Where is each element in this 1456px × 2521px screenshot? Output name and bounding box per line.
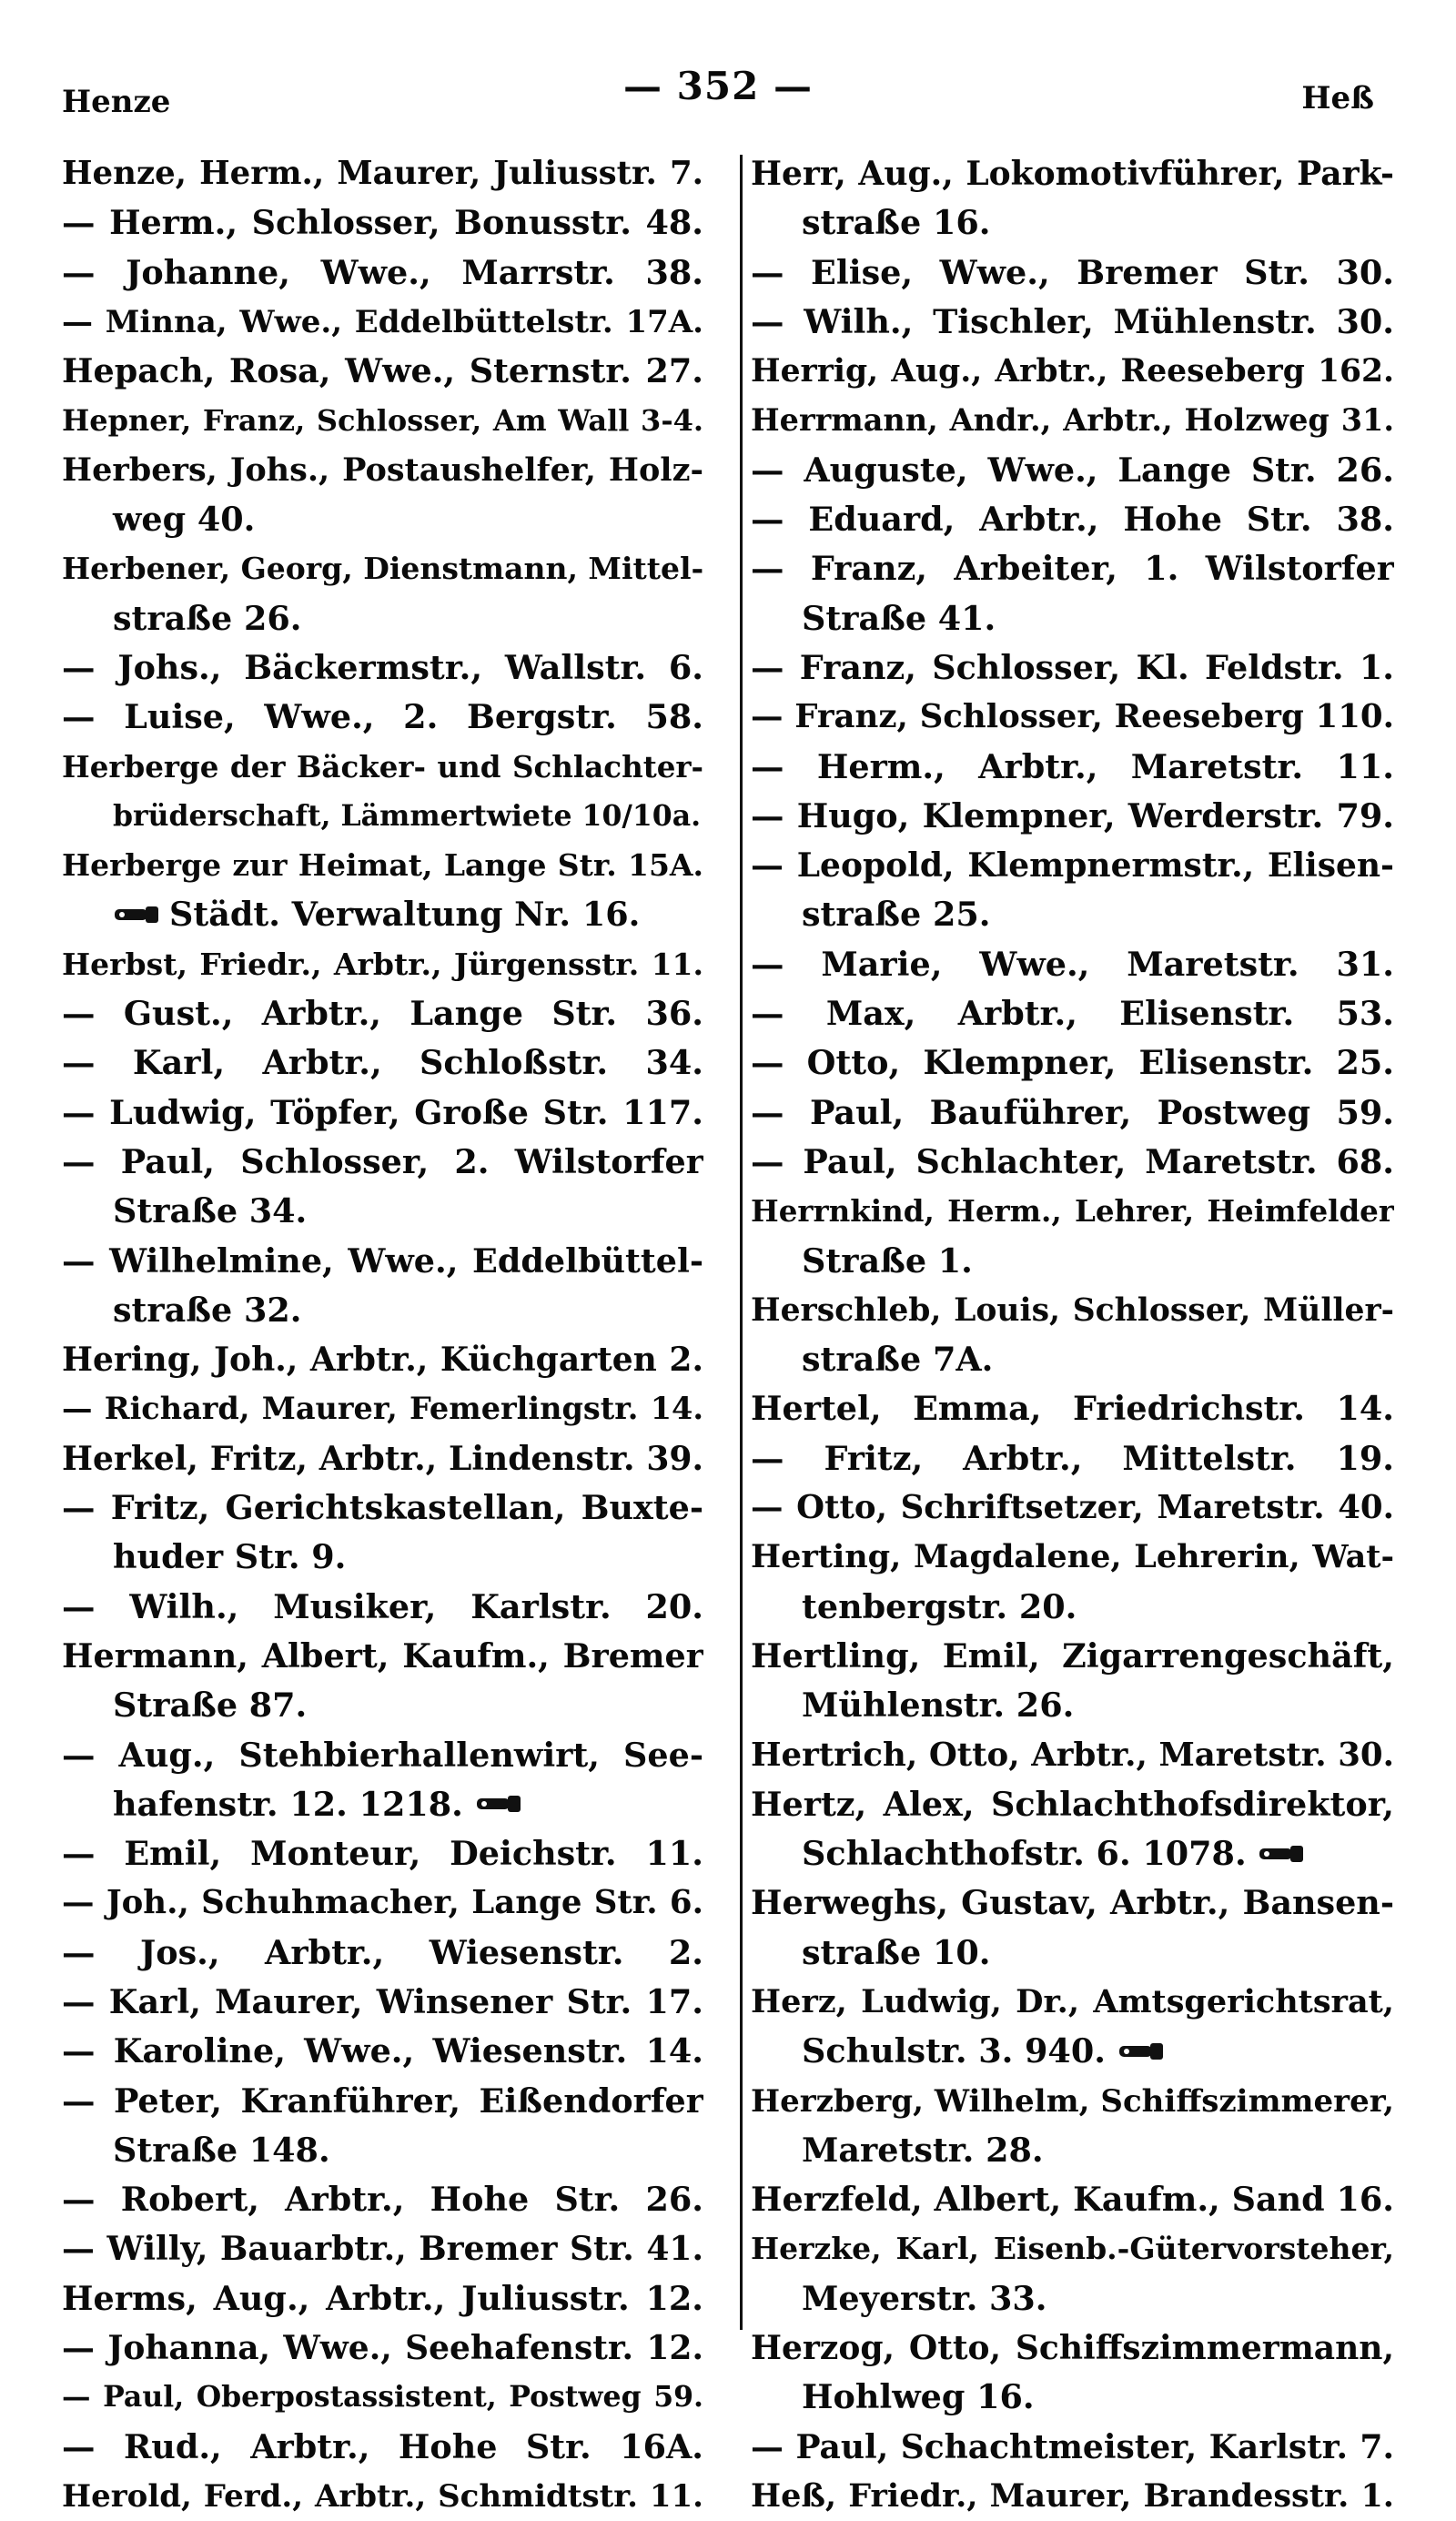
directory-entry: Heß, Friedr., Maurer, Brandesstr. 1. — [751, 2476, 1394, 2515]
directory-entry: Herz, Ludwig, Dr., Amtsgerichtsrat, — [751, 1982, 1394, 2020]
directory-entry: — Jos., Arbtr., Wiesenstr. 2. — [62, 1932, 703, 1972]
left-column — [62, 149, 703, 2521]
directory-entry: — Fritz, Gerichtskastellan, Buxte- — [62, 1488, 703, 1528]
directory-entry: — Paul, Bauführer, Postweg 59. — [751, 1092, 1394, 1132]
directory-entry-text: Städt. Verwaltung Nr. 16. — [169, 895, 641, 935]
directory-entry: — Wilhelmine, Wwe., Eddelbüttel- — [62, 1240, 703, 1281]
directory-entry-continuation: straße 16. — [802, 203, 991, 243]
directory-entry: — Elise, Wwe., Bremer Str. 30. — [751, 252, 1394, 292]
directory-entry-continuation: Mühlenstr. 26. — [802, 1686, 1075, 1726]
directory-entry: — Leopold, Klempnermstr., Elisen- — [751, 846, 1394, 886]
directory-entry: — Johanne, Wwe., Marrstr. 38. — [62, 252, 703, 292]
directory-entry: Hermann, Albert, Kaufm., Bremer — [62, 1635, 703, 1676]
directory-entry: — Emil, Monteur, Deichstr. 11. — [62, 1834, 703, 1874]
directory-entry: — Joh., Schuhmacher, Lange Str. 6. — [62, 1884, 703, 1922]
directory-entry-continuation — [62, 1780, 703, 1829]
directory-entry-continuation: Straße 34. — [113, 1191, 308, 1231]
directory-entry: Hepach, Rosa, Wwe., Sternstr. 27. — [62, 351, 703, 391]
directory-entry-continuation: Maretstr. 28. — [802, 2130, 1044, 2170]
directory-entry: — Karl, Maurer, Winsener Str. 17. — [62, 1981, 703, 2021]
directory-entry-continuation: Straße 41. — [802, 598, 996, 638]
directory-entry: — Paul, Schachtmeister, Karlstr. 7. — [751, 2427, 1394, 2466]
directory-entry: Herberge der Bäcker- und Schlachter- — [62, 748, 703, 785]
directory-entry-continuation: straße 26. — [113, 598, 302, 638]
directory-entry: Herzfeld, Albert, Kaufm., Sand 16. — [751, 2180, 1394, 2220]
directory-entry: — Paul, Schlachter, Maretstr. 68. — [751, 1141, 1394, 1181]
running-head-right: Heß — [1301, 80, 1374, 116]
directory-entry: — Max, Arbtr., Elisenstr. 53. — [751, 994, 1394, 1034]
directory-entry: — Willy, Bauarbtr., Bremer Str. 41. — [62, 2230, 703, 2269]
telephone-icon — [1258, 1844, 1305, 1864]
telephone-icon — [1117, 2041, 1165, 2061]
directory-entry: — Paul, Schlosser, 2. Wilstorfer — [62, 1141, 703, 1181]
directory-entry: Hertling, Emil, Zigarrengeschäft, — [751, 1635, 1394, 1676]
directory-entry: — Paul, Oberpostassistent, Postweg 59. — [62, 2380, 703, 2415]
directory-entry: — Aug., Stehbierhallenwirt, See- — [62, 1735, 703, 1775]
directory-entry-continuation: Straße 87. — [113, 1686, 308, 1726]
directory-entry: — Auguste, Wwe., Lange Str. 26. — [751, 450, 1394, 490]
directory-entry: — Franz, Schlosser, Kl. Feldstr. 1. — [751, 647, 1394, 687]
directory-entry: — Johanna, Wwe., Seehafenstr. 12. — [62, 2329, 703, 2368]
directory-entry: — Richard, Maurer, Femerlingstr. 14. — [62, 1391, 703, 1427]
directory-entry-continuation — [751, 1829, 1394, 1878]
directory-entry: Hertrich, Otto, Arbtr., Maretstr. 30. — [751, 1736, 1394, 1774]
directory-entry: Herbers, Johs., Postaushelfer, Holz- — [62, 451, 703, 489]
directory-entry: — Luise, Wwe., 2. Bergstr. 58. — [62, 697, 703, 737]
directory-entry: — Herm., Schlosser, Bonusstr. 48. — [62, 203, 703, 243]
directory-entry: — Marie, Wwe., Maretstr. 31. — [751, 944, 1394, 984]
directory-entry: Herrig, Aug., Arbtr., Reeseberg 162. — [751, 353, 1394, 390]
directory-entry: Herr, Aug., Lokomotivführer, Park- — [751, 155, 1394, 193]
directory-entry: — Robert, Arbtr., Hohe Str. 26. — [62, 2180, 703, 2220]
directory-entry: Herold, Ferd., Arbtr., Schmidtstr. 11. — [62, 2477, 703, 2515]
directory-entry: — Gust., Arbtr., Lange Str. 36. — [62, 994, 703, 1034]
directory-entry-continuation: straße 7A. — [802, 1340, 994, 1380]
directory-entry: — Johs., Bäckermstr., Wallstr. 6. — [62, 647, 703, 687]
directory-entry-text: Schlachthofstr. 6. 1078. — [802, 1834, 1247, 1874]
directory-entry-text: Schulstr. 3. 940. — [802, 2031, 1106, 2071]
page-number: — 352 — — [623, 64, 813, 108]
directory-entry-continuation: Straße 148. — [113, 2130, 330, 2170]
running-head-left: Henze — [62, 84, 171, 120]
directory-entry: — Minna, Wwe., Eddelbüttelstr. 17A. — [62, 303, 703, 340]
directory-entry: — Rud., Arbtr., Hohe Str. 16A. — [62, 2426, 703, 2466]
directory-entry: Hertel, Emma, Friedrichstr. 14. — [751, 1389, 1394, 1429]
directory-entry: — Otto, Schriftsetzer, Maretstr. 40. — [751, 1489, 1394, 1527]
directory-entry: — Hugo, Klempner, Werderstr. 79. — [751, 795, 1394, 835]
telephone-icon — [113, 905, 160, 925]
directory-entry: — Ludwig, Töpfer, Große Str. 117. — [62, 1092, 703, 1132]
directory-entry-text: hafenstr. 12. 1218. — [113, 1784, 463, 1824]
directory-entry-continuation: brüderschaft, Lämmertwiete 10/10a. — [113, 798, 702, 833]
directory-entry: Henze, Herm., Maurer, Juliusstr. 7. — [62, 155, 703, 192]
directory-entry: Herweghs, Gustav, Arbtr., Bansen- — [751, 1883, 1394, 1923]
directory-entry: Herkel, Fritz, Arbtr., Lindenstr. 39. — [62, 1439, 703, 1478]
directory-entry-continuation — [751, 2027, 1394, 2076]
directory-entry: — Franz, Schlosser, Reeseberg 110. — [751, 698, 1394, 736]
directory-entry-continuation: huder Str. 9. — [113, 1537, 347, 1577]
directory-entry: — Wilh., Tischler, Mühlenstr. 30. — [751, 301, 1394, 341]
directory-entry: Hepner, Franz, Schlosser, Am Wall 3-4. — [62, 403, 703, 439]
directory-entry-continuation: weg 40. — [113, 500, 256, 540]
directory-entry-continuation: straße 10. — [802, 1932, 991, 1972]
directory-entry: — Fritz, Arbtr., Mittelstr. 19. — [751, 1438, 1394, 1478]
page-header — [62, 64, 1374, 118]
directory-entry: Herrnkind, Herm., Lehrer, Heimfelder — [751, 1193, 1394, 1230]
directory-entry: — Karl, Arbtr., Schloßstr. 34. — [62, 1043, 703, 1083]
directory-entry: Herzog, Otto, Schiffszimmermann, — [751, 2329, 1394, 2368]
directory-entry-continuation: straße 32. — [113, 1290, 302, 1330]
directory-entry: Herzberg, Wilhelm, Schiffszimmerer, — [751, 2082, 1394, 2120]
directory-entry-continuation: Meyerstr. 33. — [802, 2278, 1047, 2318]
directory-entry: — Herm., Arbtr., Maretstr. 11. — [751, 746, 1394, 786]
directory-entry: Herting, Magdalene, Lehrerin, Wat- — [751, 1538, 1394, 1576]
directory-entry: Herberge zur Heimat, Lange Str. 15A. — [62, 847, 703, 884]
directory-entry: — Peter, Kranführer, Eißendorfer — [62, 2081, 703, 2121]
directory-entry: Herschleb, Louis, Schlosser, Müller- — [751, 1291, 1394, 1329]
directory-entry: — Franz, Arbeiter, 1. Wilstorfer — [751, 549, 1394, 589]
right-column — [751, 149, 1394, 2521]
telephone-icon — [475, 1794, 522, 1814]
directory-entry: Herrmann, Andr., Arbtr., Holzweg 31. — [751, 402, 1394, 439]
directory-entry: Herms, Aug., Arbtr., Juliusstr. 12. — [62, 2278, 703, 2318]
directory-entry-continuation — [62, 890, 703, 939]
directory-entry: — Eduard, Arbtr., Hohe Str. 38. — [751, 500, 1394, 540]
directory-entry: Hertz, Alex, Schlachthofsdirektor, — [751, 1784, 1394, 1824]
directory-entry: — Wilh., Musiker, Karlstr. 20. — [62, 1586, 703, 1626]
directory-entry: — Karoline, Wwe., Wiesenstr. 14. — [62, 2031, 703, 2071]
directory-entry-continuation: Hohlweg 16. — [802, 2377, 1035, 2417]
directory-entry-continuation: Straße 1. — [802, 1240, 973, 1281]
directory-entry: Herbener, Georg, Dienstmann, Mittel- — [62, 551, 703, 587]
directory-entry-continuation: straße 25. — [802, 895, 991, 935]
directory-entry-continuation: tenbergstr. 20. — [802, 1586, 1077, 1626]
directory-entry: Herbst, Friedr., Arbtr., Jürgensstr. 11. — [62, 946, 703, 982]
column-divider — [740, 155, 743, 2330]
directory-entry: Hering, Joh., Arbtr., Küchgarten 2. — [62, 1341, 703, 1380]
directory-entry: — Otto, Klempner, Elisenstr. 25. — [751, 1043, 1394, 1083]
directory-entry: Herzke, Karl, Eisenb.-Gütervorsteher, — [751, 2231, 1394, 2267]
